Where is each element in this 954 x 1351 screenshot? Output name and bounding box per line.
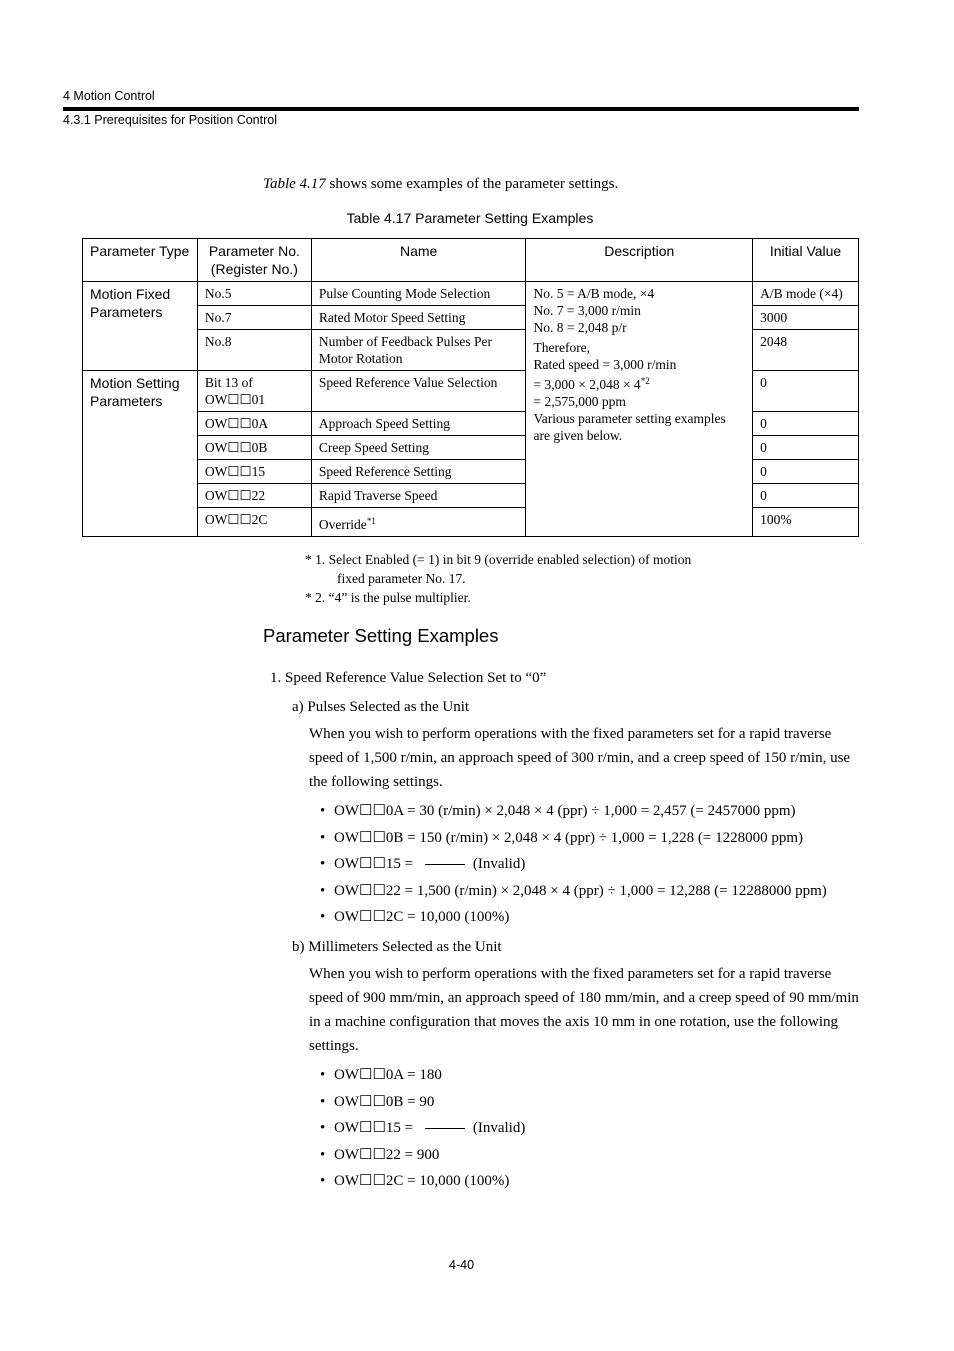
param-no: OW☐☐2C (197, 508, 311, 537)
footnote-ref-1: *1 (366, 516, 376, 526)
step-1-title: 1. Speed Reference Value Selection Set to “0” (270, 670, 547, 686)
setting-text: OW☐☐15 = (334, 856, 417, 872)
initial-value: 3000 (753, 306, 859, 330)
blank-line (425, 864, 465, 865)
chapter-header: 4 Motion Control (63, 89, 155, 103)
initial-value: A/B mode (×4) (753, 282, 859, 306)
section-header: 4.3.1 Prerequisites for Position Control (63, 113, 277, 127)
group-motion-fixed: Motion Fixed Parameters (83, 282, 198, 371)
parameter-table (82, 238, 859, 537)
param-no-line2: OW☐☐01 (204, 392, 266, 407)
setting-text: OW☐☐15 = (334, 1120, 417, 1136)
subsection-b-title: b) Millimeters Selected as the Unit (292, 939, 502, 955)
setting-text: OW☐☐22 = 1,500 (r/min) × 2,048 × 4 (ppr) ÷ 1,000 = 12,288 (= 12288000 ppm) (334, 882, 827, 899)
param-name: Pulse Counting Mode Selection (311, 282, 526, 306)
list-item: • OW☐☐2C = 10,000 (100%) (320, 1173, 510, 1189)
setting-text: OW☐☐0B = 90 (334, 1093, 435, 1110)
header-parameter-no-line1: Parameter No. (208, 243, 300, 259)
setting-text: OW☐☐0A = 180 (334, 1067, 442, 1083)
header-parameter-no (197, 239, 311, 282)
setting-text: OW☐☐2C = 10,000 (100%) (334, 1173, 510, 1189)
list-item: • OW☐☐22 = 1,500 (r/min) × 2,048 × 4 (ppr) ÷ 1,000 = 12,288 (= 12288000 ppm) (320, 882, 827, 899)
param-name: Rated Motor Speed Setting (311, 306, 526, 330)
setting-text: OW☐☐2C = 10,000 (100%) (334, 909, 510, 925)
table-reference: Table 4.17 (263, 176, 326, 192)
initial-value: 2048 (753, 330, 859, 371)
blank-line (425, 1128, 465, 1129)
initial-value: 100% (753, 508, 859, 537)
header-name: Name (311, 239, 526, 282)
table-header-row (83, 239, 859, 282)
group-motion-setting: Motion Setting Parameters (83, 371, 198, 537)
list-item: • OW☐☐22 = 900 (320, 1146, 440, 1163)
initial-value: 0 (753, 484, 859, 508)
initial-value: 0 (753, 412, 859, 436)
settings-list-millimeters (320, 1065, 525, 1198)
initial-value: 0 (753, 436, 859, 460)
list-item: • OW☐☐15 = (Invalid) (320, 1120, 526, 1136)
param-no: No.7 (197, 306, 311, 330)
param-no: OW☐☐0B (197, 436, 311, 460)
subsection-b-paragraph: When you wish to perform operations with the fixed parameters set for a rapid traverse speed of 900 mm/min, an approach speed of 180 mm/min, and a creep speed of 90 mm/min in a machine configuration that moves the axis 10 mm in one rotation, use the following settings. (309, 966, 859, 1054)
header-initial-value: Initial Value (753, 239, 859, 282)
table-caption: Table 4.17 Parameter Setting Examples (346, 210, 594, 226)
param-no (197, 371, 311, 412)
param-name: Rapid Traverse Speed (311, 484, 526, 508)
setting-text: OW☐☐0B = 150 (r/min) × 2,048 × 4 (ppr) ÷ 1,000 = 1,228 (= 1228000 ppm) (334, 829, 804, 846)
section-heading: Parameter Setting Examples (263, 625, 499, 646)
footnote-2: * 2. “4” is the pulse multiplier. (305, 590, 471, 605)
list-item: • OW☐☐0A = 180 (320, 1067, 442, 1083)
description-line: Various parameter setting examples are given below. (533, 411, 726, 443)
param-name: Number of Feedback Pulses Per Motor Rotation (311, 330, 526, 371)
param-no: OW☐☐0A (197, 412, 311, 436)
description-line: = 2,575,000 ppm (533, 394, 626, 409)
subsection-a-paragraph: When you wish to perform operations with the fixed parameters set for a rapid traverse speed of 1,500 r/min, an approach speed of 300 r/min, and a creep speed of 150 r/min, use the following settings. (309, 726, 851, 790)
description-line (533, 376, 745, 393)
description-line: No. 8 = 2,048 p/r (533, 320, 627, 335)
param-no: No.8 (197, 330, 311, 371)
list-item: • OW☐☐0A = 30 (r/min) × 2,048 × 4 (ppr) ÷ 1,000 = 2,457 (= 2457000 ppm) (320, 803, 796, 819)
settings-list-pulses (320, 801, 827, 934)
param-name: Creep Speed Setting (311, 436, 526, 460)
header-parameter-no-line2: (Register No.) (210, 261, 298, 277)
param-no: OW☐☐15 (197, 460, 311, 484)
subsection-a-title: a) Pulses Selected as the Unit (292, 699, 470, 715)
param-name-text: Override (318, 517, 367, 532)
description-line: Rated speed = 3,000 r/min (533, 357, 677, 372)
setting-text: OW☐☐0A = 30 (r/min) × 2,048 × 4 (ppr) ÷ 1,000 = 2,457 (= 2457000 ppm) (334, 803, 796, 819)
list-item: • OW☐☐0B = 90 (320, 1093, 435, 1110)
list-item: • OW☐☐0B = 150 (r/min) × 2,048 × 4 (ppr) ÷ 1,000 = 1,228 (= 1228000 ppm) (320, 829, 804, 846)
initial-value: 0 (753, 460, 859, 484)
param-no: OW☐☐22 (197, 484, 311, 508)
description-cell (526, 282, 753, 537)
description-formula: = 3,000 × 2,048 × 4 (533, 377, 641, 392)
list-item: • OW☐☐2C = 10,000 (100%) (320, 909, 510, 925)
page-number: 4-40 (449, 1258, 475, 1272)
invalid-note: (Invalid) (472, 1120, 526, 1136)
description-line: No. 7 = 3,000 r/min (533, 303, 641, 318)
description-line: Therefore, (533, 340, 591, 355)
initial-value: 0 (753, 371, 859, 412)
param-no: No.5 (197, 282, 311, 306)
param-no-line1: Bit 13 of (204, 375, 253, 390)
list-item: • OW☐☐15 = (Invalid) (320, 856, 526, 872)
description-line: No. 5 = A/B mode, ×4 (533, 286, 655, 301)
header-description: Description (526, 239, 753, 282)
invalid-note: (Invalid) (472, 856, 526, 872)
setting-text: OW☐☐22 = 900 (334, 1146, 440, 1163)
param-name: Speed Reference Value Selection (311, 371, 526, 412)
table-row (83, 282, 859, 306)
param-name (311, 508, 526, 537)
param-name: Speed Reference Setting (311, 460, 526, 484)
footnote-ref-2: *2 (640, 376, 650, 386)
footnote-1: * 1. Select Enabled (= 1) in bit 9 (override enabled selection) of motion (305, 552, 692, 567)
header-rule (63, 107, 859, 111)
footnote-1-continued: fixed parameter No. 17. (337, 571, 466, 586)
header-parameter-type: Parameter Type (83, 239, 198, 282)
param-name: Approach Speed Setting (311, 412, 526, 436)
intro-sentence (263, 176, 618, 193)
intro-text: shows some examples of the parameter settings. (325, 176, 619, 192)
